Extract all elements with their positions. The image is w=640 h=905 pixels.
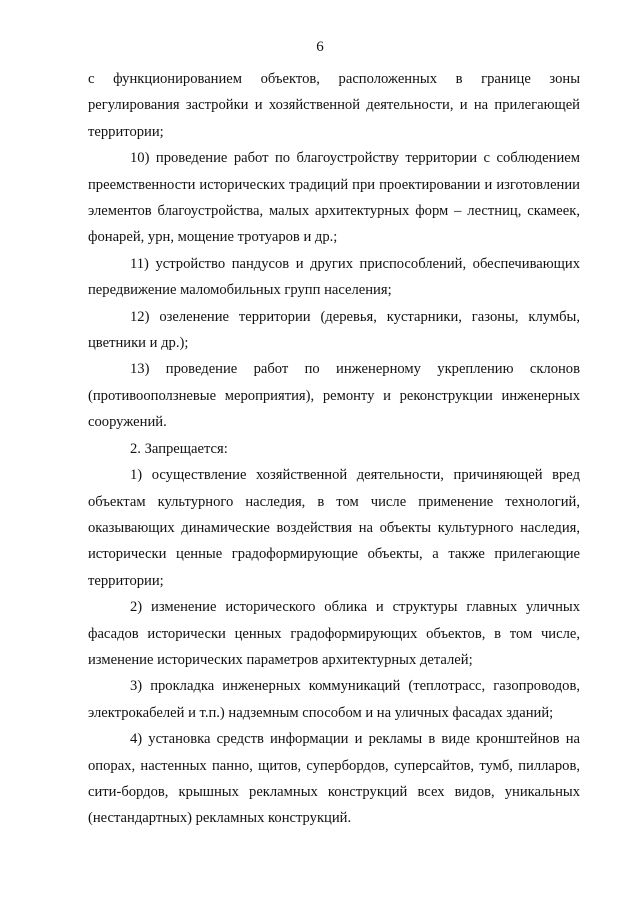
prohibited-item-1: 1) осуществление хозяйственной деятельности, причиняющей вред объектам культурного наследия, в том числе применение технологий, оказывающих динамические воздействия на объекты культурного наследия, исторически ценные градоформирующие объекты, а также прилегающие территории; — [88, 467, 580, 589]
prohibited-item-4: 4) установка средств информации и рекламы в виде кронштейнов на опорах, настенных панно, щитов, супербордов, суперсайтов, тумб, пилларов, сити-бордов, крышных рекламных конструкций всех видов, уникальных (нестандартных) рекламных конструкций. — [88, 731, 580, 827]
document-body — [88, 66, 580, 832]
paragraph-item-12: 12) озеленение территории (деревья, кустарники, газоны, клумбы, цветники и др.); — [88, 308, 580, 352]
paragraph-item-11: 11) устройство пандусов и других приспособлений, обеспечивающих передвижение маломобильных групп населения; — [88, 255, 580, 299]
prohibited-item-3: 3) прокладка инженерных коммуникаций (теплотрасс, газопроводов, электрокабелей и т.п.) надземным способом и на уличных фасадах зданий; — [88, 678, 580, 721]
paragraph-item-13: 13) проведение работ по инженерному укреплению склонов (противооползневые мероприятия), ремонту и реконструкции инженерных сооружений. — [88, 361, 580, 431]
prohibited-item-2: 2) изменение исторического облика и структуры главных уличных фасадов исторически ценных градоформирующих объектов, в том числе, изменение исторических параметров архитектурных деталей; — [88, 599, 580, 668]
section-heading-prohibited: 2. Запрещается: — [130, 440, 228, 457]
paragraph-continuation: с функционированием объектов, расположенных в границе зоны регулирования застройки и хозяйственной деятельности, и на прилегающей территории; — [88, 71, 580, 140]
page-number: 6 — [316, 39, 324, 55]
paragraph-item-10: 10) проведение работ по благоустройству территории с соблюдением преемственности исторических традиций при проектировании и изготовлении элементов благоустройства, малых архитектурных форм – лестниц, скамеек, фонарей, урн, мощение тротуаров и др.; — [88, 150, 580, 246]
